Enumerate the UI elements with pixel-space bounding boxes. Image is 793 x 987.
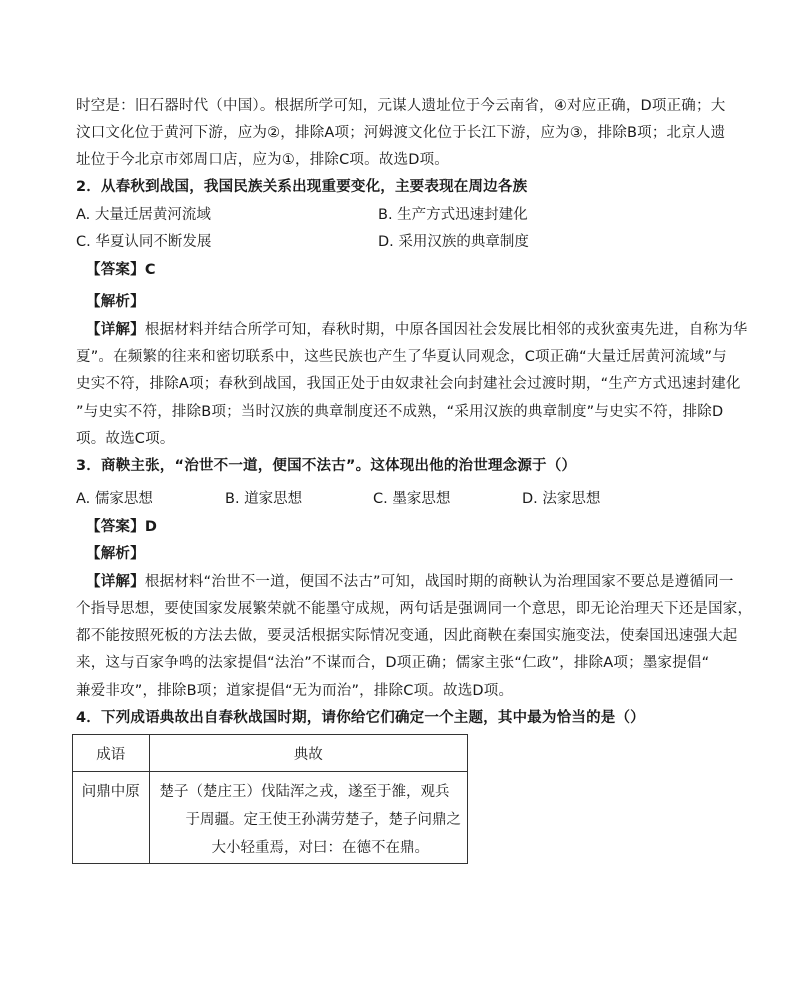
q2-detail-line-3: 史实不符，排除A项；春秋到战国，我国正处于由奴隶社会向封建社会过渡时期，“生产方式迅速封建化 (76, 376, 741, 392)
q2-analysis-tag: 【解析】 (86, 294, 145, 310)
q2-detail-line-1 (86, 320, 748, 340)
q3-detail-line-5: 兼爱非攻”，排除B项；道家提倡“无为而治”，排除C项。故选D项。 (76, 683, 514, 699)
q2-option-d: D. 采用汉族的典章制度 (378, 234, 529, 250)
q1-analysis-line-2: 汶口文化位于黄河下游，应为②，排除A项；河姆渡文化位于长江下游，应为③，排除B项；北京人遗 (76, 125, 726, 141)
idiom-table (72, 734, 468, 864)
story-line-1: 楚子（楚庄王）伐陆浑之戎，遂至于雒，观兵 (159, 784, 450, 800)
q2-detail-line-4: ”与史实不符，排除B项；当时汉族的典章制度还不成熟，“采用汉族的典章制度”与史实不符，排除D (76, 404, 724, 420)
q2-option-c: C. 华夏认同不断发展 (76, 234, 212, 250)
q3-analysis-tag: 【解析】 (86, 546, 145, 562)
q2-detail-text-1: 根据材料并结合所学可知，春秋时期，中原各国因社会发展比相邻的戎狄蛮夷先进，自称为华 (144, 322, 748, 338)
q3-detail-line-2: 个指导思想，要使国家发展繁荣就不能墨守成规，两句话是强调同一个意思，即无论治理天下还是国家， (76, 601, 753, 617)
q2-option-b: B. 生产方式迅速封建化 (378, 207, 528, 223)
q3-detail-text-1: 根据材料“治世不一道，便国不法古”可知，战国时期的商鞅认为治理国家不要总是遵循同一 (144, 574, 734, 590)
table-cell-idiom: 问鼎中原 (73, 772, 150, 864)
table-row (73, 772, 468, 864)
q2-stem: 2．从春秋到战国，我国民族关系出现重要变化，主要表现在周边各族 (76, 179, 528, 195)
q3-answer-value: D (144, 519, 158, 535)
q3-detail-line-1 (86, 572, 734, 592)
table-cell-story (149, 772, 468, 864)
story-line-3: 大小轻重焉，对曰：在德不在鼎。 (211, 840, 429, 856)
q3-answer (86, 517, 157, 537)
q3-option-c: C. 墨家思想 (373, 491, 451, 507)
q1-analysis-line-1: 时空是：旧石器时代（中国）。根据所学可知，元谋人遗址位于今云南省，④对应正确，D项正确；大 (76, 98, 726, 114)
q3-detail-line-4: 来，这与百家争鸣的法家提倡“法治”不谋而合，D项正确；儒家主张“仁政”，排除A项；墨家提倡“ (76, 655, 710, 671)
q3-detail-line-3: 都不能按照死板的方法去做，要灵活根据实际情况变通，因此商鞅在秦国实施变法，使秦国迅速强大起 (76, 628, 738, 644)
q2-answer (86, 260, 156, 280)
q1-analysis-line-3: 址位于今北京市郊周口店，应为①，排除C项。故选D项。 (76, 152, 449, 168)
q2-detail-tag: 【详解】 (86, 322, 145, 338)
q2-answer-tag: 【答案】 (86, 262, 145, 278)
q3-option-b: B. 道家思想 (225, 491, 303, 507)
q4-stem: 4．下列成语典故出自春秋战国时期，请你给它们确定一个主题，其中最为恰当的是（） (76, 710, 645, 726)
q2-detail-line-2: 夏”。在频繁的往来和密切联系中，这些民族也产生了华夏认同观念，C项正确“大量迁居黄河流域”与 (76, 349, 727, 365)
q2-detail-line-5: 项。故选C项。 (76, 431, 175, 447)
q3-option-a: A. 儒家思想 (76, 491, 153, 507)
idiom-table-header-row (73, 735, 468, 772)
q2-answer-value: C (144, 262, 156, 278)
q3-answer-tag: 【答案】 (86, 519, 145, 535)
story-line-2: 于周疆。定王使王孙满劳楚子，楚子问鼎之 (185, 812, 461, 828)
table-header-story: 典故 (149, 735, 468, 772)
q2-option-a: A. 大量迁居黄河流域 (76, 207, 211, 223)
table-header-idiom: 成语 (73, 735, 150, 772)
q3-detail-tag: 【详解】 (86, 574, 145, 590)
q3-stem: 3．商鞅主张，“治世不一道，便国不法古”。这体现出他的治世理念源于（） (76, 458, 577, 474)
q3-option-d: D. 法家思想 (522, 491, 601, 507)
